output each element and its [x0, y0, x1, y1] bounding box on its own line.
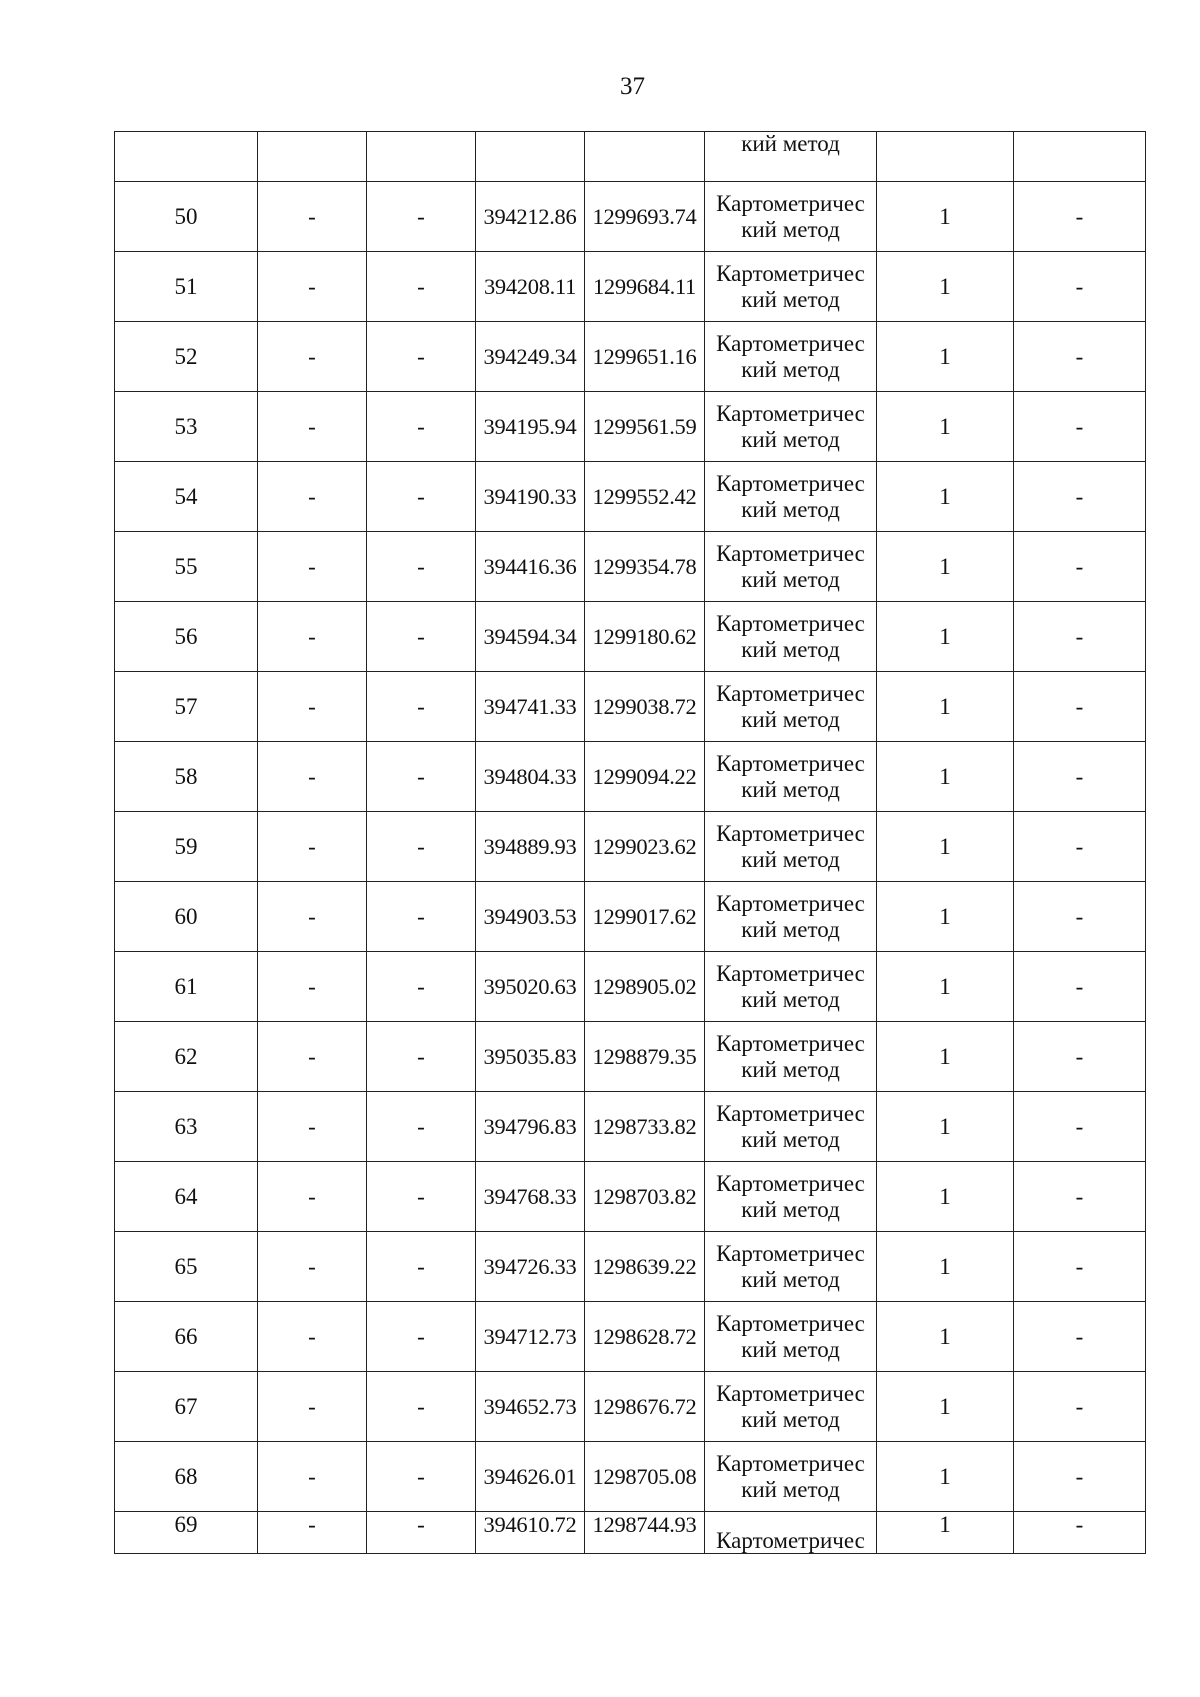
method-line-2: кий метод: [741, 1336, 840, 1362]
cell-number: 67: [115, 1372, 258, 1442]
cell-accuracy: 1: [877, 1302, 1014, 1372]
table-row: [115, 882, 1146, 952]
cell-method: [705, 1372, 877, 1442]
cell-number: 66: [115, 1302, 258, 1372]
table-row: [115, 1092, 1146, 1162]
cell-number: 58: [115, 742, 258, 812]
cell-last: -: [1014, 742, 1146, 812]
cell-last: -: [1014, 532, 1146, 602]
cell-x: 394212.86: [476, 182, 585, 252]
cell-x: 394652.73: [476, 1372, 585, 1442]
table-row: [115, 322, 1146, 392]
continuation-row: [115, 132, 1146, 182]
method-line-2: кий метод: [741, 1126, 840, 1152]
cell-col2: -: [258, 1232, 367, 1302]
cell-number: 65: [115, 1232, 258, 1302]
cell-y: 1298703.82: [585, 1162, 705, 1232]
cell-accuracy: 1: [877, 1512, 1014, 1554]
cell-last: -: [1014, 1162, 1146, 1232]
method-line-1: Картометричес: [716, 190, 865, 216]
cell-number: 55: [115, 532, 258, 602]
cell-col3: -: [367, 252, 476, 322]
cell-x: 394195.94: [476, 392, 585, 462]
cell-last: -: [1014, 252, 1146, 322]
method-line-1: Картометричес: [716, 330, 865, 356]
cell-x: 394712.73: [476, 1302, 585, 1372]
cell-number: 54: [115, 462, 258, 532]
cell-x: 394610.72: [476, 1512, 585, 1554]
cell-col2: -: [258, 1022, 367, 1092]
cell-x: 394726.33: [476, 1232, 585, 1302]
cell-accuracy: 1: [877, 252, 1014, 322]
cell-accuracy: 1: [877, 1442, 1014, 1512]
cell-col2: -: [258, 1302, 367, 1372]
cell-number: 53: [115, 392, 258, 462]
cell-y: [585, 132, 705, 182]
cell-col2: -: [258, 1092, 367, 1162]
table-row: [115, 952, 1146, 1022]
cell-x: 394249.34: [476, 322, 585, 392]
cell-y: 1298639.22: [585, 1232, 705, 1302]
cell-method: [705, 1232, 877, 1302]
cell-y: 1299561.59: [585, 392, 705, 462]
cell-x: 394416.36: [476, 532, 585, 602]
cell-accuracy: [877, 132, 1014, 182]
method-line-2: кий метод: [741, 496, 840, 522]
cell-y: 1298628.72: [585, 1302, 705, 1372]
cell-number: 52: [115, 322, 258, 392]
cell-col3: -: [367, 392, 476, 462]
cell-col2: -: [258, 1442, 367, 1512]
cell-col3: -: [367, 952, 476, 1022]
cell-method: [705, 1302, 877, 1372]
cell-number: 63: [115, 1092, 258, 1162]
cell-col2: -: [258, 742, 367, 812]
method-line-1: Картометричес: [716, 1450, 865, 1476]
cell-x: 394768.33: [476, 1162, 585, 1232]
cell-col3: -: [367, 1232, 476, 1302]
cell-last: -: [1014, 952, 1146, 1022]
cell-col2: [258, 132, 367, 182]
method-line-1: Картометричес: [716, 680, 865, 706]
cell-col3: -: [367, 322, 476, 392]
method-line-1: Картометричес: [716, 1528, 865, 1553]
cell-col2: -: [258, 672, 367, 742]
cell-col3: -: [367, 1512, 476, 1554]
cell-col3: -: [367, 812, 476, 882]
cell-accuracy: 1: [877, 1022, 1014, 1092]
method-line-1: Картометричес: [716, 1240, 865, 1266]
cell-last: -: [1014, 1022, 1146, 1092]
cell-last: -: [1014, 1232, 1146, 1302]
cell-col3: -: [367, 1092, 476, 1162]
cell-col2: -: [258, 462, 367, 532]
method-line-1: Картометричес: [716, 1170, 865, 1196]
cell-y: 1299023.62: [585, 812, 705, 882]
method-line-2: кий метод: [741, 706, 840, 732]
cell-y: 1299693.74: [585, 182, 705, 252]
table-row: [115, 1302, 1146, 1372]
cell-number: 62: [115, 1022, 258, 1092]
method-line-2: кий метод: [741, 776, 840, 802]
cell-last: -: [1014, 1092, 1146, 1162]
table-row: [115, 532, 1146, 602]
method-line-2: кий метод: [741, 916, 840, 942]
table-row: [115, 252, 1146, 322]
cell-x: 394594.34: [476, 602, 585, 672]
cell-method: [705, 812, 877, 882]
cell-method: [705, 1092, 877, 1162]
cell-x: 395020.63: [476, 952, 585, 1022]
cell-col2: -: [258, 882, 367, 952]
cell-col2: -: [258, 812, 367, 882]
cell-accuracy: 1: [877, 1162, 1014, 1232]
cell-last: -: [1014, 672, 1146, 742]
table-row: [115, 392, 1146, 462]
cell-method: [705, 1512, 877, 1554]
cell-accuracy: 1: [877, 1232, 1014, 1302]
cell-number: 51: [115, 252, 258, 322]
method-line-1: Картометричес: [716, 1030, 865, 1056]
cell-number: 50: [115, 182, 258, 252]
table-row: [115, 1022, 1146, 1092]
method-line-2: кий метод: [741, 636, 840, 662]
table-row: [115, 742, 1146, 812]
method-line-1: Картометричес: [716, 610, 865, 636]
cell-number: 56: [115, 602, 258, 672]
cell-y: 1299684.11: [585, 252, 705, 322]
method-line-2: кий метод: [741, 986, 840, 1012]
method-line-1: Картометричес: [716, 1310, 865, 1336]
cell-x: 394903.53: [476, 882, 585, 952]
cell-col2: -: [258, 1162, 367, 1232]
cell-col3: -: [367, 532, 476, 602]
cell-method: [705, 742, 877, 812]
table-body: [115, 132, 1146, 1554]
table-row: [115, 1232, 1146, 1302]
table-row: [115, 182, 1146, 252]
method-line-2: кий метод: [741, 1476, 840, 1502]
method-line-1: Картометричес: [716, 1380, 865, 1406]
cell-y: 1299094.22: [585, 742, 705, 812]
cell-method: [705, 882, 877, 952]
cell-accuracy: 1: [877, 462, 1014, 532]
cell-col2: -: [258, 532, 367, 602]
table-row: [115, 1512, 1146, 1554]
cell-accuracy: 1: [877, 1092, 1014, 1162]
cell-number: 64: [115, 1162, 258, 1232]
cell-y: 1299552.42: [585, 462, 705, 532]
table-row: [115, 1162, 1146, 1232]
cell-accuracy: 1: [877, 532, 1014, 602]
cell-last: -: [1014, 392, 1146, 462]
method-line-2: кий метод: [741, 426, 840, 452]
cell-number: 60: [115, 882, 258, 952]
cell-y: 1299354.78: [585, 532, 705, 602]
method-line-2: кий метод: [741, 1056, 840, 1082]
cell-col3: -: [367, 742, 476, 812]
cell-x: 394626.01: [476, 1442, 585, 1512]
cell-accuracy: 1: [877, 812, 1014, 882]
cell-last: [1014, 132, 1146, 182]
cell-last: -: [1014, 1442, 1146, 1512]
cell-method: [705, 952, 877, 1022]
method-line-1: Картометричес: [716, 1100, 865, 1126]
cell-number: 59: [115, 812, 258, 882]
cell-y: 1298733.82: [585, 1092, 705, 1162]
cell-col2: -: [258, 252, 367, 322]
cell-number: 57: [115, 672, 258, 742]
cell-x: 394796.83: [476, 1092, 585, 1162]
cell-x: 394208.11: [476, 252, 585, 322]
table-row: [115, 672, 1146, 742]
cell-accuracy: 1: [877, 392, 1014, 462]
cell-last: -: [1014, 602, 1146, 672]
method-line-2: кий метод: [741, 131, 840, 156]
cell-y: 1299180.62: [585, 602, 705, 672]
coordinates-table: [114, 131, 1146, 1554]
cell-accuracy: 1: [877, 952, 1014, 1022]
cell-accuracy: 1: [877, 882, 1014, 952]
cell-y: 1299017.62: [585, 882, 705, 952]
cell-accuracy: 1: [877, 672, 1014, 742]
cell-y: 1298879.35: [585, 1022, 705, 1092]
method-line-2: кий метод: [741, 566, 840, 592]
cell-col2: -: [258, 322, 367, 392]
cell-method: [705, 322, 877, 392]
method-line-2: кий метод: [741, 216, 840, 242]
cell-x: 395035.83: [476, 1022, 585, 1092]
cell-y: 1299651.16: [585, 322, 705, 392]
method-line-1: Картометричес: [716, 260, 865, 286]
cell-col3: -: [367, 602, 476, 672]
cell-y: 1298676.72: [585, 1372, 705, 1442]
method-line-2: кий метод: [741, 1406, 840, 1432]
cell-col2: -: [258, 1372, 367, 1442]
cell-method: [705, 182, 877, 252]
cell-x: 394190.33: [476, 462, 585, 532]
method-line-1: Картометричес: [716, 960, 865, 986]
method-line-1: Картометричес: [716, 540, 865, 566]
method-line-1: Картометричес: [716, 470, 865, 496]
cell-accuracy: 1: [877, 1372, 1014, 1442]
cell-y: 1299038.72: [585, 672, 705, 742]
method-line-1: Картометричес: [716, 750, 865, 776]
cell-col2: -: [258, 392, 367, 462]
table-row: [115, 462, 1146, 532]
cell-col3: -: [367, 882, 476, 952]
cell-accuracy: 1: [877, 742, 1014, 812]
cell-y: 1298705.08: [585, 1442, 705, 1512]
cell-accuracy: 1: [877, 182, 1014, 252]
cell-col2: -: [258, 952, 367, 1022]
cell-method: [705, 132, 877, 182]
cell-x: 394741.33: [476, 672, 585, 742]
cell-method: [705, 1162, 877, 1232]
cell-x: [476, 132, 585, 182]
cell-accuracy: 1: [877, 602, 1014, 672]
cell-method: [705, 1442, 877, 1512]
cell-col3: -: [367, 1162, 476, 1232]
cell-col3: -: [367, 1372, 476, 1442]
cell-last: -: [1014, 462, 1146, 532]
cell-last: -: [1014, 882, 1146, 952]
cell-last: -: [1014, 1372, 1146, 1442]
cell-method: [705, 672, 877, 742]
cell-col3: -: [367, 182, 476, 252]
cell-number: 69: [115, 1512, 258, 1554]
method-line-2: кий метод: [741, 356, 840, 382]
cell-x: 394889.93: [476, 812, 585, 882]
cell-number: [115, 132, 258, 182]
cell-col3: -: [367, 1442, 476, 1512]
cell-method: [705, 252, 877, 322]
cell-number: 61: [115, 952, 258, 1022]
method-line-1: Картометричес: [716, 820, 865, 846]
table-row: [115, 1372, 1146, 1442]
cell-method: [705, 462, 877, 532]
cell-last: -: [1014, 322, 1146, 392]
cell-col2: -: [258, 1512, 367, 1554]
cell-col3: -: [367, 1302, 476, 1372]
table-row: [115, 602, 1146, 672]
cell-method: [705, 532, 877, 602]
cell-col3: -: [367, 462, 476, 532]
cell-last: -: [1014, 1302, 1146, 1372]
cell-last: -: [1014, 182, 1146, 252]
method-line-2: кий метод: [741, 1266, 840, 1292]
cell-method: [705, 392, 877, 462]
method-line-1: Картометричес: [716, 400, 865, 426]
cell-method: [705, 602, 877, 672]
cell-col3: -: [367, 1022, 476, 1092]
cell-col3: [367, 132, 476, 182]
table-row: [115, 1442, 1146, 1512]
cell-last: -: [1014, 812, 1146, 882]
cell-y: 1298905.02: [585, 952, 705, 1022]
cell-accuracy: 1: [877, 322, 1014, 392]
cell-method: [705, 1022, 877, 1092]
cell-col2: -: [258, 182, 367, 252]
cell-number: 68: [115, 1442, 258, 1512]
table-row: [115, 812, 1146, 882]
method-line-2: кий метод: [741, 286, 840, 312]
cell-col2: -: [258, 602, 367, 672]
method-line-2: кий метод: [741, 1196, 840, 1222]
cell-last: -: [1014, 1512, 1146, 1554]
method-line-2: кий метод: [741, 846, 840, 872]
cell-col3: -: [367, 672, 476, 742]
cell-y: 1298744.93: [585, 1512, 705, 1554]
method-line-1: Картометричес: [716, 890, 865, 916]
cell-x: 394804.33: [476, 742, 585, 812]
page-number: 37: [620, 73, 645, 100]
